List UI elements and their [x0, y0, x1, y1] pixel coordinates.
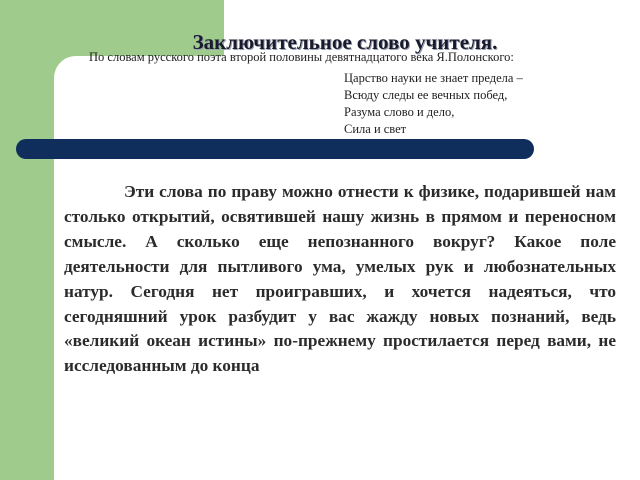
decorative-navy-bar — [16, 139, 534, 159]
body-paragraph: Эти слова по праву можно отнести к физике, подарившей нам столько открытий, освятившей нашу жизнь в прямом и переносном смысле. А сколько еще непознанного вокруг? Какое поле деятельности для пытливого ума, умелых рук и любознательных натур. Сегодня нет проигравших, и хочется надеяться, что сегодняшний урок разбудит у вас жажду новых познаний, ведь «великий океан истины» по-прежнему простилается перед вами, не исследованным до конца — [64, 182, 616, 376]
poem-quote — [344, 70, 614, 138]
poem-line: Всюду следы ее вечных побед, — [344, 88, 508, 102]
poem-line: Сила и свет — [344, 122, 407, 136]
poem-line: Царство науки не знает предела – — [344, 71, 523, 85]
green-side-strip — [0, 0, 54, 480]
poem-line: Разума слово и дело, — [344, 105, 455, 119]
slide-title: Заключительное слово учителя. — [192, 30, 498, 54]
intro-text: По словам русского поэта второй половины девятнадцатого века Я.Полонского: — [89, 50, 514, 64]
